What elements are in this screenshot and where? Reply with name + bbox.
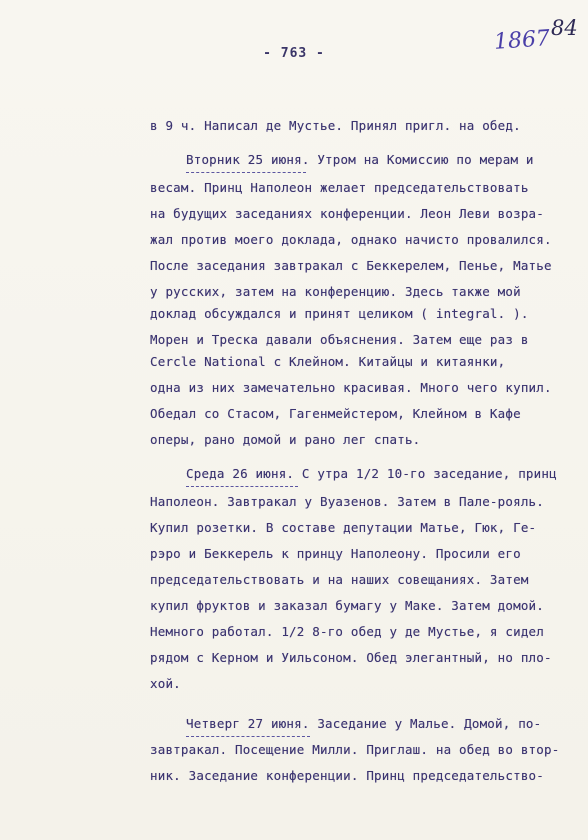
text-line: хой. — [150, 676, 181, 691]
text-line: весам. Принц Наполеон желает председательствовать — [150, 180, 529, 195]
text-line: Купил розетки. В составе депутации Матье, Гюк, Ге- — [150, 520, 537, 535]
text-line: купил фруктов и заказал бумагу у Маке. Затем домой. — [150, 598, 545, 613]
handwritten-folio-number: 84 — [551, 16, 578, 40]
handwritten-year: 1867 — [493, 26, 551, 55]
date-underline — [186, 172, 306, 173]
date-underline — [186, 736, 310, 737]
text-line: Морен и Треска давали объяснения. Затем еще раз в — [150, 332, 529, 347]
text-line: рэро и Беккерель к принцу Наполеону. Просили его — [150, 546, 521, 561]
page-number: - 763 - — [263, 46, 325, 61]
text-line: доклад обсуждался и принят целиком ( integral. ). — [150, 306, 529, 321]
text-line: Cercle National с Клейном. Китайцы и китаянки, — [150, 354, 506, 369]
text-line: завтракал. Посещение Милли. Приглаш. на обед во втор- — [150, 742, 560, 757]
text-line: рядом с Керном и Уильсоном. Обед элегантный, но пло- — [150, 650, 552, 665]
text-line: одна из них замечательно красивая. Много чего купил. — [150, 380, 552, 395]
text-line: Четверг 27 июня. Заседание у Малье. Домой, по- — [186, 716, 542, 731]
text-line: председательствовать и на наших совещаниях. Затем — [150, 572, 529, 587]
text-line: Вторник 25 июня. Утром на Комиссию по мерам и — [186, 152, 534, 167]
text-line: оперы, рано домой и рано лег спать. — [150, 432, 421, 447]
text-line: После заседания завтракал с Беккерелем, Пенье, Матье — [150, 258, 552, 273]
text-line: ник. Заседание конференции. Принц председательство- — [150, 768, 545, 783]
text-line: у русских, затем на конференцию. Здесь также мой — [150, 284, 521, 299]
text-line: в 9 ч. Написал де Мустье. Принял пригл. на обед. — [150, 118, 521, 133]
text-line: Наполеон. Завтракал у Вуазенов. Затем в Пале-рояль. — [150, 494, 545, 509]
text-line: Немного работал. 1/2 8-го обед у де Мустье, я сидел — [150, 624, 545, 639]
date-underline — [186, 486, 298, 487]
text-line: Среда 26 июня. С утра 1/2 10-го заседание, принц — [186, 466, 557, 481]
text-line: на будущих заседаниях конференции. Леон Леви возра- — [150, 206, 545, 221]
text-line: жал против моего доклада, однако начисто провалился. — [150, 232, 552, 247]
text-line: Обедал со Стасом, Гагенмейстером, Клейном в Кафе — [150, 406, 521, 421]
